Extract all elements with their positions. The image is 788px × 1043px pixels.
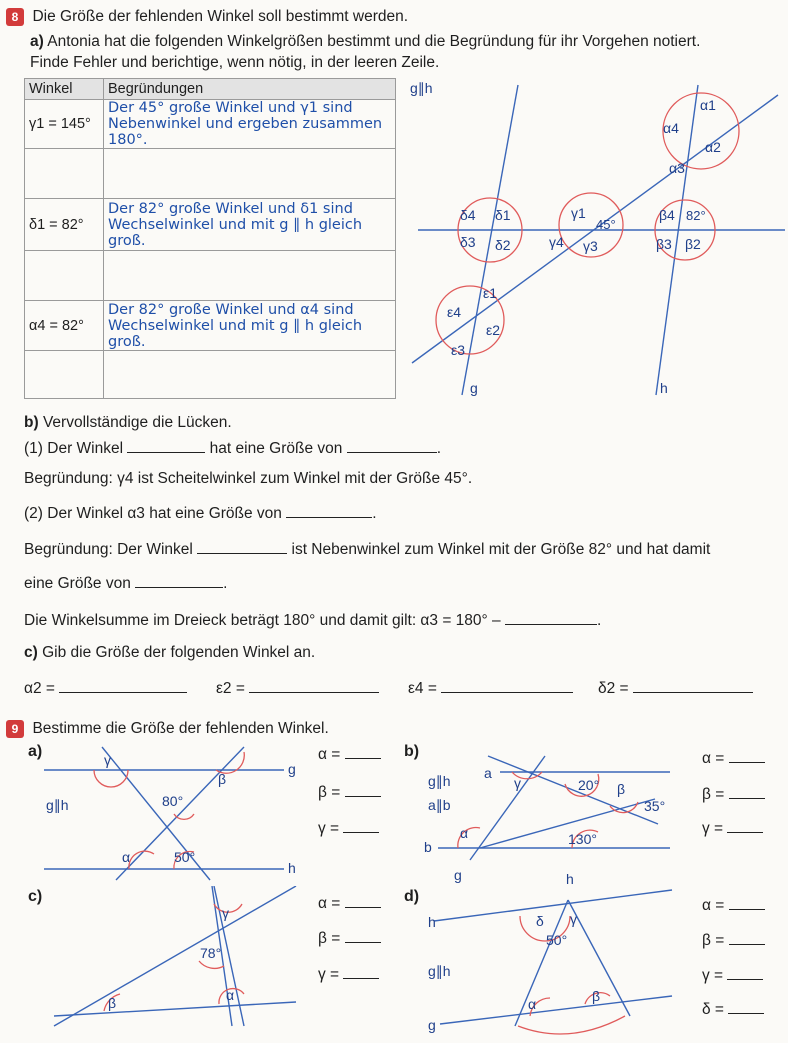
9a-answer-label: α = bbox=[318, 746, 341, 763]
cell-begruendung: Der 45° große Winkel und γ1 sind Nebenwinkel und ergeben zusammen 180°. bbox=[104, 100, 396, 149]
fig-gamma3: γ3 bbox=[583, 238, 598, 254]
9d-50: 50° bbox=[546, 932, 568, 948]
table-row bbox=[25, 199, 396, 251]
cell-begruendung: Der 82° große Winkel und δ1 sind Wechselwinkel und mit g ∥ h gleich groß. bbox=[104, 199, 396, 251]
9d-beta: β bbox=[592, 988, 601, 1004]
b1-line bbox=[24, 440, 441, 458]
cell-winkel[interactable] bbox=[25, 251, 104, 301]
9b-alpha: α bbox=[460, 825, 469, 841]
task8-a-line2: Finde Fehler und berichtige, wenn nötig, in der leeren Zeile. bbox=[30, 54, 440, 71]
9a-answer-label: γ = bbox=[318, 820, 340, 837]
9d-blank[interactable] bbox=[729, 943, 765, 945]
9a-alpha: α bbox=[122, 849, 131, 865]
9a-figure bbox=[34, 742, 314, 882]
b1-blank-angle[interactable] bbox=[127, 451, 205, 453]
9a-50: 50° bbox=[174, 849, 196, 865]
9c-label: c) bbox=[28, 888, 43, 905]
cell-winkel: δ1 = 82° bbox=[25, 199, 104, 251]
task8-a-label: a) bbox=[30, 33, 44, 50]
b2-reason-b: ist Nebenwinkel zum Winkel mit der Größe 82° und hat damit bbox=[291, 541, 711, 558]
9b-gamma: γ bbox=[514, 775, 521, 791]
9b-answer-label: α = bbox=[702, 750, 725, 767]
b2-sum-dot: . bbox=[596, 612, 602, 629]
task8-a-text1: Antonia hat die folgenden Winkelgrößen bestimmt und die Begründung für ihr Vorgehen notiert. bbox=[47, 33, 701, 50]
9a-answer bbox=[318, 746, 381, 764]
9d-answer bbox=[702, 897, 765, 915]
c-item-label: α2 = bbox=[24, 680, 55, 697]
c-item bbox=[598, 680, 753, 698]
9b-g: g bbox=[454, 867, 462, 883]
table-row bbox=[25, 301, 396, 351]
9b-beta: β bbox=[617, 781, 626, 797]
table-row-empty[interactable] bbox=[25, 149, 396, 199]
fig-eps2: ε2 bbox=[486, 322, 501, 338]
fig-82: 82° bbox=[686, 208, 706, 223]
b2-size-text: eine Größe von bbox=[24, 575, 131, 592]
9c-beta: β bbox=[108, 995, 117, 1011]
9d-g: g bbox=[428, 1017, 436, 1033]
9c-gamma: γ bbox=[222, 905, 229, 921]
b2-blank-size2[interactable] bbox=[135, 586, 223, 588]
b2-sum-text: Die Winkelsumme im Dreieck beträgt 180° und damit gilt: α3 = 180° – bbox=[24, 612, 501, 629]
9d-answer-label: α = bbox=[702, 897, 725, 914]
9b-blank[interactable] bbox=[729, 797, 765, 799]
fig-gamma1: γ1 bbox=[571, 205, 586, 221]
9d-answer-label: γ = bbox=[702, 967, 724, 984]
9b-blank[interactable] bbox=[727, 831, 763, 833]
fig-g: g bbox=[470, 380, 478, 396]
b2-blank-sum[interactable] bbox=[505, 623, 597, 625]
9a-g: g bbox=[288, 761, 296, 777]
cell-winkel: γ1 = 145° bbox=[25, 100, 104, 149]
b1-reason: Begründung: γ4 ist Scheitelwinkel zum Winkel mit der Größe 45°. bbox=[24, 470, 473, 487]
fig-gamma4: γ4 bbox=[549, 234, 564, 250]
9a-blank[interactable] bbox=[345, 757, 381, 759]
9b-h: h bbox=[566, 871, 574, 884]
9d-blank[interactable] bbox=[729, 908, 765, 910]
cell-winkel[interactable] bbox=[25, 149, 104, 199]
fig-delta4: δ4 bbox=[460, 207, 476, 223]
task8-number: 8 bbox=[6, 8, 24, 26]
9a-80: 80° bbox=[162, 793, 184, 809]
9c-answer-label: γ = bbox=[318, 966, 340, 983]
fig-alpha3: α3 bbox=[669, 160, 685, 176]
9b-ab: a∥b bbox=[428, 797, 451, 813]
cell-begruendung[interactable] bbox=[104, 251, 396, 301]
cell-begruendung[interactable] bbox=[104, 149, 396, 199]
b1-text-b: hat eine Größe von bbox=[209, 440, 343, 457]
9b-blank[interactable] bbox=[729, 761, 765, 763]
task9-title: Bestimme die Größe der fehlenden Winkel. bbox=[32, 720, 329, 737]
fig-h: h bbox=[660, 380, 668, 396]
task8-c-title: Gib die Größe der folgenden Winkel an. bbox=[42, 644, 316, 661]
fig-delta1: δ1 bbox=[495, 207, 511, 223]
9b-20: 20° bbox=[578, 777, 600, 793]
c-answer-blank[interactable] bbox=[633, 691, 753, 693]
9d-h: h bbox=[428, 914, 436, 930]
9d-answer-label: β = bbox=[702, 932, 725, 949]
b2-size-line bbox=[24, 575, 227, 593]
task8-b-label: b) bbox=[24, 414, 39, 431]
9a-answer-label: β = bbox=[318, 784, 341, 801]
9c-blank[interactable] bbox=[345, 906, 381, 908]
9c-78: 78° bbox=[200, 945, 222, 961]
fig-delta3: δ3 bbox=[460, 234, 476, 250]
9d-answer bbox=[702, 1001, 764, 1019]
table-row-empty[interactable] bbox=[25, 251, 396, 301]
9b-label: b) bbox=[404, 743, 420, 760]
9d-answer bbox=[702, 932, 765, 950]
col-begruendung: Begründungen bbox=[104, 79, 396, 100]
fig-gh: g∥h bbox=[410, 80, 433, 96]
c-answer-blank[interactable] bbox=[59, 691, 187, 693]
c-answer-blank[interactable] bbox=[249, 691, 379, 693]
task9-header bbox=[6, 720, 329, 738]
9b-answer-label: β = bbox=[702, 786, 725, 803]
9d-blank[interactable] bbox=[728, 1012, 764, 1014]
table-header bbox=[25, 79, 396, 100]
cell-begruendung: Der 82° große Winkel und α4 sind Wechselwinkel und mit g ∥ h gleich groß. bbox=[104, 301, 396, 351]
9d-label: d) bbox=[404, 888, 420, 905]
task8-figure bbox=[400, 75, 788, 405]
9b-a: a bbox=[484, 765, 492, 781]
cell-winkel[interactable] bbox=[25, 351, 104, 399]
task8-c-header bbox=[24, 644, 315, 662]
9b-35: 35° bbox=[644, 798, 666, 814]
9b-answer-label: γ = bbox=[702, 820, 724, 837]
b1-blank-size[interactable] bbox=[347, 451, 437, 453]
9a-blank[interactable] bbox=[343, 831, 379, 833]
b2-blank-size[interactable] bbox=[286, 516, 372, 518]
9d-gh: g∥h bbox=[428, 963, 451, 979]
task8-header bbox=[6, 8, 408, 26]
c-item bbox=[408, 680, 573, 698]
9c-answer bbox=[318, 966, 379, 984]
c-item bbox=[216, 680, 379, 698]
b1-text-a: (1) Der Winkel bbox=[24, 440, 124, 457]
9a-gh: g∥h bbox=[46, 797, 69, 813]
9d-blank[interactable] bbox=[727, 978, 763, 980]
fig-alpha1: α1 bbox=[700, 97, 716, 113]
b2-line bbox=[24, 505, 377, 523]
fig-beta4: β4 bbox=[659, 207, 675, 223]
9a-answer bbox=[318, 784, 381, 802]
9c-figure bbox=[34, 886, 314, 1036]
table-row bbox=[25, 100, 396, 149]
b2-blank-angle[interactable] bbox=[197, 552, 287, 554]
task8-b-header bbox=[24, 414, 232, 432]
task8-c-label: c) bbox=[24, 644, 38, 661]
c-answer-blank[interactable] bbox=[441, 691, 573, 693]
9a-beta: β bbox=[218, 771, 227, 787]
9c-answer bbox=[318, 930, 381, 948]
cell-winkel: α4 = 82° bbox=[25, 301, 104, 351]
b1-dot: . bbox=[436, 440, 441, 457]
9c-blank[interactable] bbox=[345, 941, 381, 943]
transversal-line bbox=[412, 95, 778, 363]
b2-reason bbox=[24, 541, 710, 559]
fig-eps1: ε1 bbox=[483, 285, 498, 301]
c-item-label: ε4 = bbox=[408, 680, 437, 697]
b2-reason-a: Begründung: Der Winkel bbox=[24, 541, 193, 558]
task8-a-line1 bbox=[30, 33, 700, 51]
b2-dot: . bbox=[372, 505, 377, 522]
fig-delta2: δ2 bbox=[495, 237, 511, 253]
9b-130: 130° bbox=[568, 831, 597, 847]
c-item bbox=[24, 680, 187, 698]
c-item-label: ε2 = bbox=[216, 680, 245, 697]
fig-alpha4: α4 bbox=[663, 120, 679, 136]
fig-beta3: β3 bbox=[656, 236, 672, 252]
fig-beta2: β2 bbox=[685, 236, 701, 252]
9d-alpha: α bbox=[528, 996, 537, 1012]
9d-answer-label: δ = bbox=[702, 1001, 724, 1018]
table-row-empty[interactable] bbox=[25, 351, 396, 399]
b2-text-a: (2) Der Winkel α3 hat eine Größe von bbox=[24, 505, 282, 522]
fig-45: 45° bbox=[596, 217, 616, 232]
9d-gamma: γ bbox=[570, 911, 577, 927]
9c-answer-label: α = bbox=[318, 895, 341, 912]
c-item-label: δ2 = bbox=[598, 680, 629, 697]
col-winkel: Winkel bbox=[25, 79, 104, 100]
9b-figure bbox=[420, 744, 690, 884]
9a-label: a) bbox=[28, 743, 43, 760]
9c-answer-label: β = bbox=[318, 930, 341, 947]
b2-size-dot: . bbox=[223, 575, 228, 592]
9d-answer bbox=[702, 967, 763, 985]
fig-eps3: ε3 bbox=[451, 342, 466, 358]
task9-number: 9 bbox=[6, 720, 24, 738]
9a-gamma: γ bbox=[104, 752, 111, 768]
cell-begruendung[interactable] bbox=[104, 351, 396, 399]
9b-answer bbox=[702, 820, 763, 838]
9b-answer bbox=[702, 786, 765, 804]
fig-alpha2: α2 bbox=[705, 139, 721, 155]
9a-h: h bbox=[288, 860, 296, 876]
9b-gh: g∥h bbox=[428, 773, 451, 789]
9c-blank[interactable] bbox=[343, 977, 379, 979]
9d-delta: δ bbox=[536, 913, 544, 929]
9a-blank[interactable] bbox=[345, 795, 381, 797]
9d-figure bbox=[420, 886, 690, 1036]
task8-b-title: Vervollständige die Lücken. bbox=[42, 414, 232, 431]
fig-eps4: ε4 bbox=[447, 304, 462, 320]
task8-title: Die Größe der fehlenden Winkel soll bestimmt werden. bbox=[32, 8, 409, 25]
9c-answer bbox=[318, 895, 381, 913]
9b-answer bbox=[702, 750, 765, 768]
9a-answer bbox=[318, 820, 379, 838]
9c-alpha: α bbox=[226, 987, 235, 1003]
b2-sum-line bbox=[24, 612, 601, 630]
reason-table bbox=[24, 78, 396, 399]
9b-b: b bbox=[424, 839, 432, 855]
